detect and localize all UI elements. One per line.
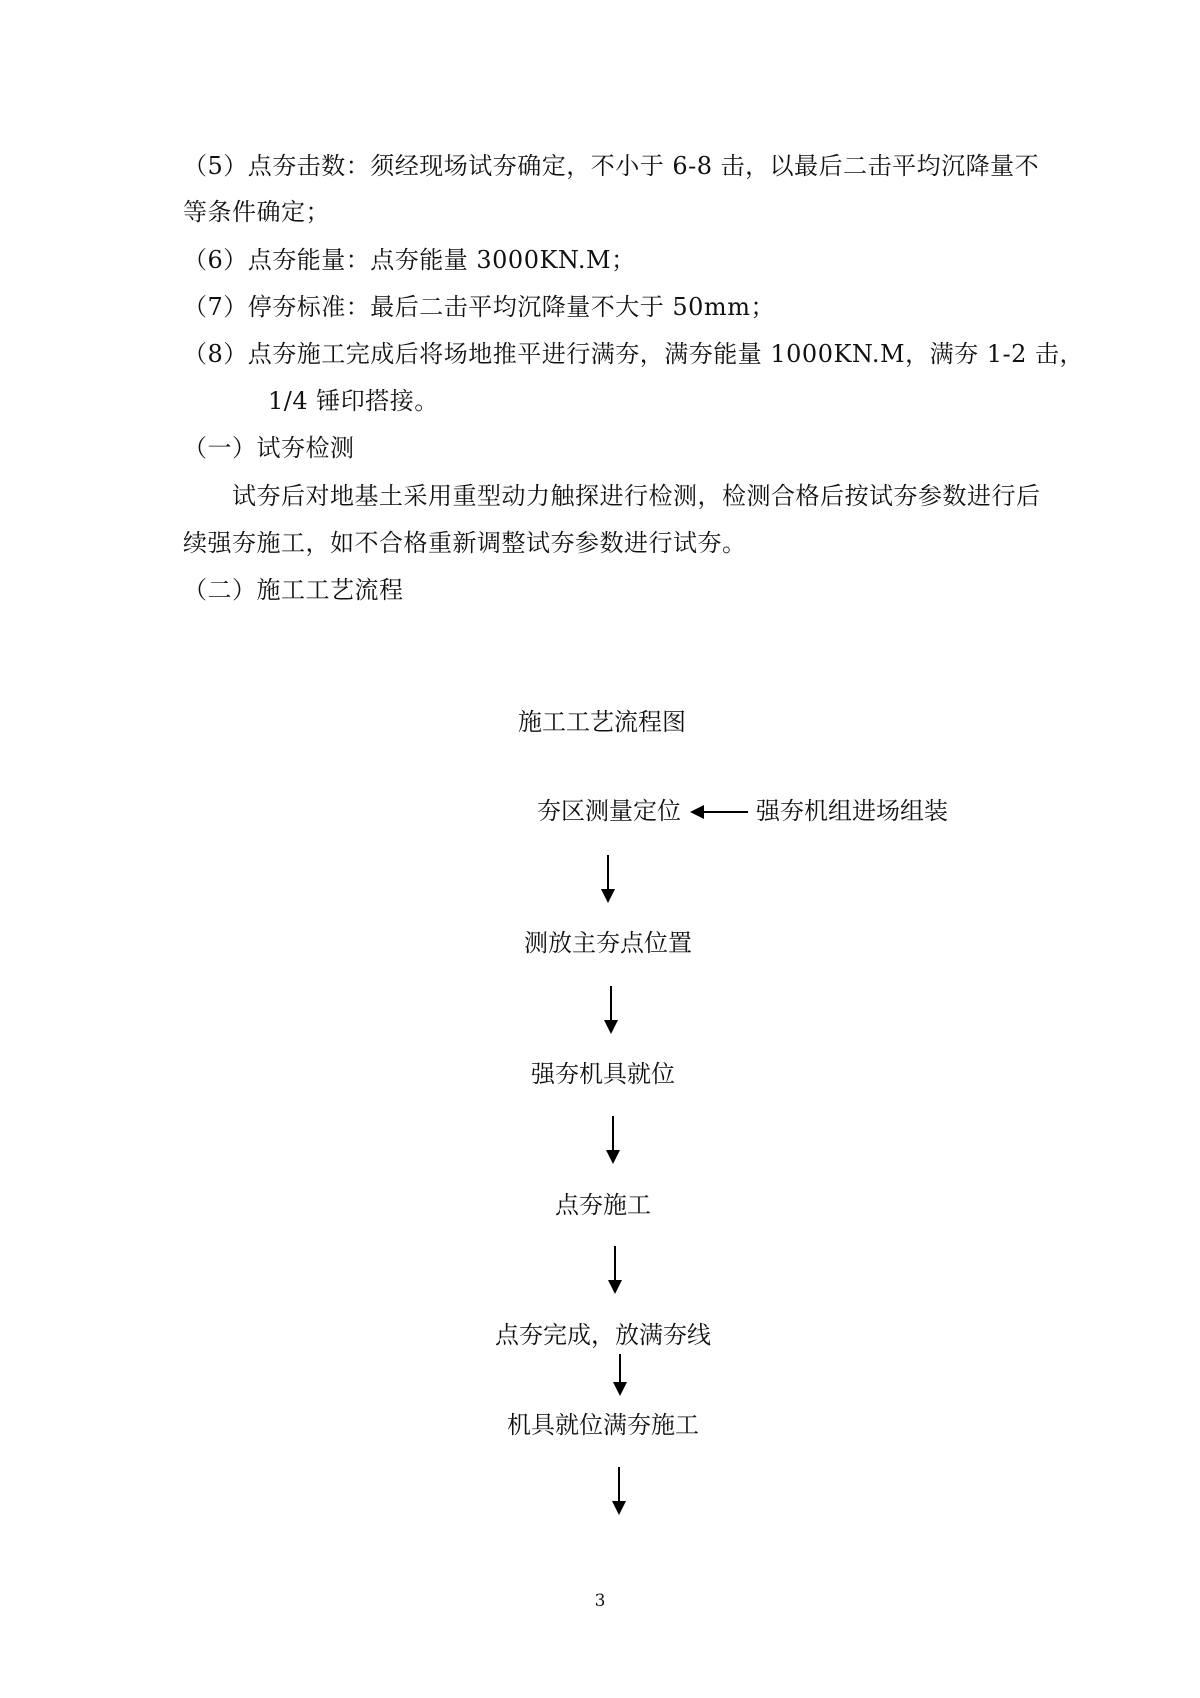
item-5-line-1: （5）点夯击数：须经现场试夯确定，不小于 6-8 击，以最后二击平均沉降量不 — [183, 152, 1040, 180]
flow-arrow-down-4 — [608, 1246, 622, 1294]
flow-arrow-down-1 — [601, 855, 615, 903]
flow-arrow-left — [690, 805, 748, 819]
item-8-line-1: （8）点夯施工完成后将场地推平进行满夯，满夯能量 1000KN.M，满夯 1-2 击， — [183, 340, 1084, 368]
flow-step-point-compaction: 点夯施工 — [555, 1191, 651, 1219]
flow-arrow-down-6 — [612, 1467, 626, 1515]
flow-step-full-compaction: 机具就位满夯施工 — [507, 1411, 699, 1439]
flowchart-title: 施工工艺流程图 — [518, 708, 686, 736]
flow-step-set-out-points: 测放主夯点位置 — [524, 929, 692, 957]
item-5-line-2: 等条件确定； — [183, 198, 330, 226]
flow-step-survey-positioning: 夯区测量定位 — [537, 797, 681, 825]
item-8-line-2: 1/4 锤印搭接。 — [268, 387, 439, 415]
section-1-body-line-2: 续强夯施工，如不合格重新调整试夯参数进行试夯。 — [183, 529, 747, 557]
section-2-heading: （二）施工工艺流程 — [183, 576, 404, 604]
flow-step-point-done-set-full-line: 点夯完成，放满夯线 — [495, 1321, 711, 1349]
section-1-heading: （一）试夯检测 — [183, 434, 355, 462]
item-7: （7）停夯标准：最后二击平均沉降量不大于 50mm； — [183, 293, 775, 321]
item-6: （6）点夯能量：点夯能量 3000KN.M； — [183, 246, 636, 274]
flow-arrow-down-2 — [604, 986, 618, 1034]
flow-side-input: 强夯机组进场组装 — [756, 797, 948, 825]
page-number: 3 — [594, 1591, 606, 1611]
flow-arrow-down-5 — [613, 1354, 627, 1396]
flow-step-machine-in-place: 强夯机具就位 — [531, 1060, 675, 1088]
flow-arrow-down-3 — [606, 1116, 620, 1164]
section-1-body-line-1: 试夯后对地基土采用重型动力触探进行检测，检测合格后按试夯参数进行后 — [232, 482, 1041, 510]
